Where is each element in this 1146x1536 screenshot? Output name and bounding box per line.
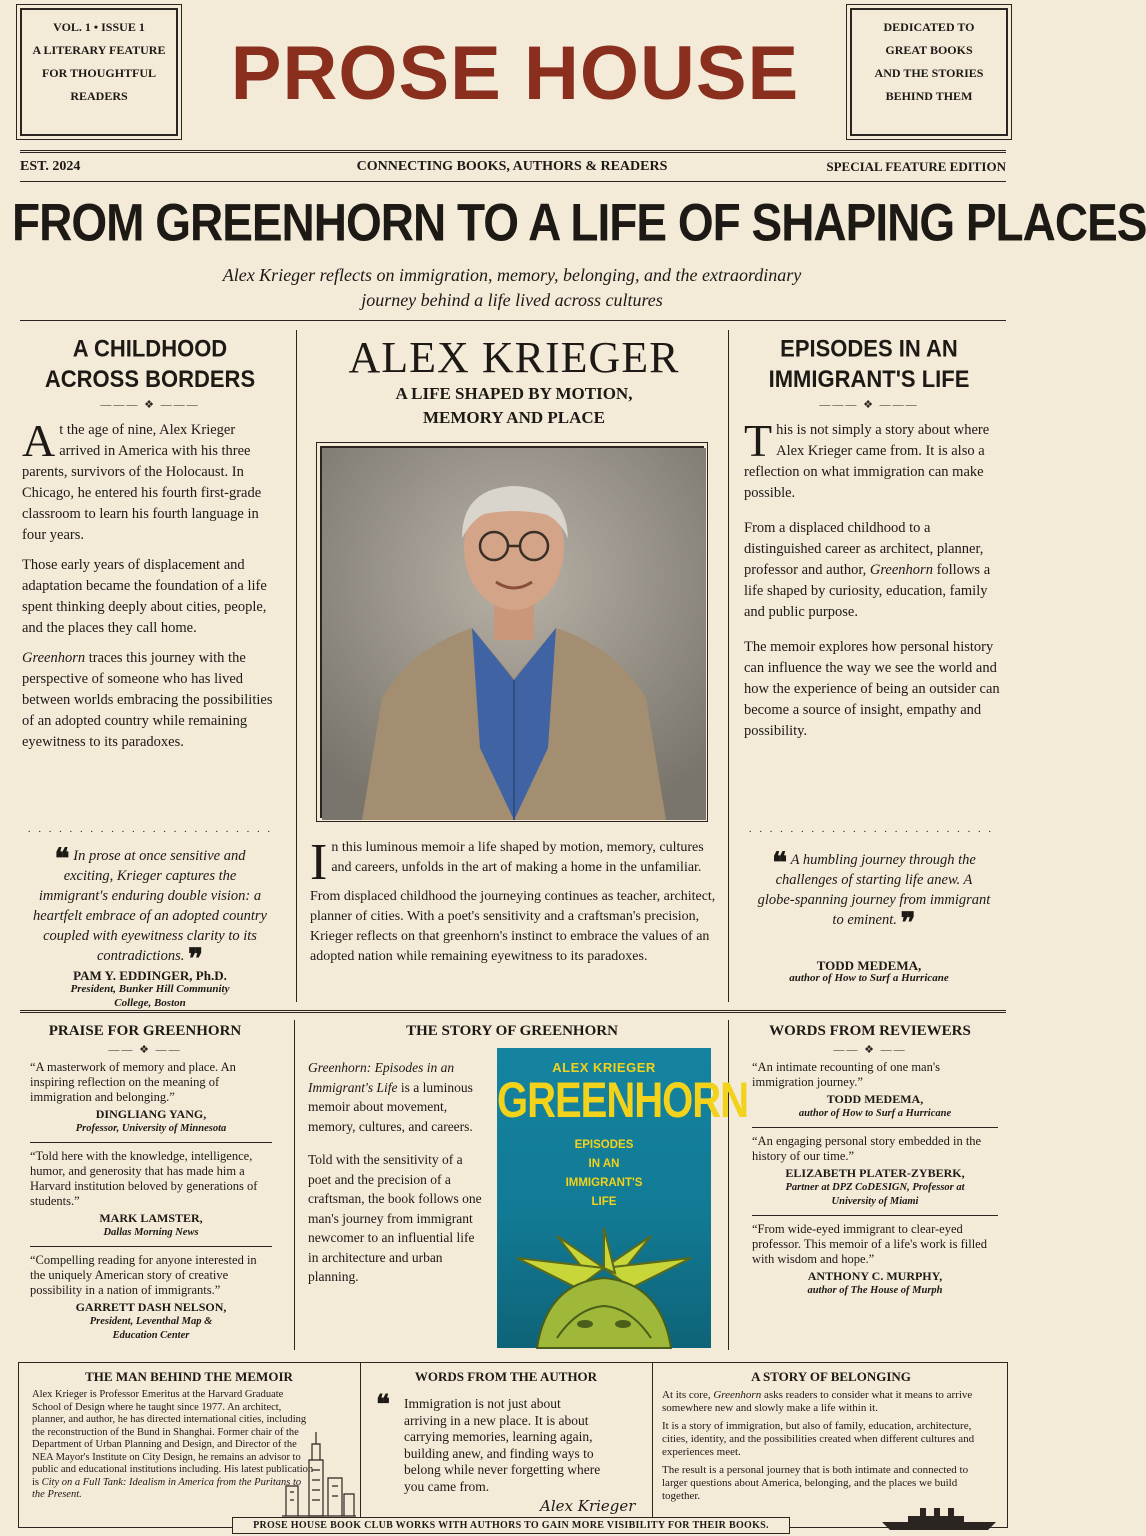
man-body [32,1389,314,1502]
praise-role: Dallas Morning News [103,1227,199,1238]
drop-cap: I [310,834,328,891]
issue-line: READERS [70,89,128,103]
quote-text: A humbling journey through the challenges of starting life anew. A globe-spanning journey from immigrant to eminent. [757,852,991,928]
open-quote-icon: ❝ [376,1390,390,1419]
praise-name: GARRETT DASH NELSON, [75,1300,227,1314]
belonging-title: A STORY OF BELONGING [751,1369,911,1384]
paragraph: It is a story of immigration, but also of family, education, architecture, cities, identity, and the possibilities created when different cultures and experiences meet. [662,1420,975,1458]
issue-line: VOL. 1 • ISSUE 1 [53,20,145,34]
role-line: President, Bunker Hill Community [70,983,230,995]
section-rule [20,1010,1006,1013]
open-quote-icon: ❝ [54,844,70,875]
paragraph-text: traces this journey with the perspective of someone who has lived between worlds embracing the possibilities of an adopted country while remaining eyewitness to its paradoxes. [22,650,273,750]
paragraph: The result is a personal journey that is both intimate and connected to larger questions about America, belonging, and the places we build together. [662,1464,969,1502]
praise-role: President, Leventhal Map & Education Center [89,1316,213,1341]
subtitle-line: IN AN [588,1158,620,1170]
review-name: TODD MEDEMA, [826,1092,924,1106]
column-divider [296,330,297,1002]
review-item [752,1222,998,1298]
edition-label: SPECIAL FEATURE EDITION [826,159,1006,174]
paragraph: The memoir explores how personal history can influence the way we see the world and how the experience of being an outsider can become a source of insight, empathy and possibility. [744,639,1000,739]
left-column-title [20,333,280,395]
left-pull-quote [30,844,270,975]
author-words-title: WORDS FROM THE AUTHOR [414,1369,598,1384]
review-role: Partner at DPZ CoDESIGN, Professor at University of Miami [785,1182,965,1207]
established-label: EST. 2024 [20,159,81,174]
author-quote: Immigration is not just about arriving in a new place. It is about carrying memories, learning again, building anew, and finding ways to belong while never forgetting where you came from. [404,1396,601,1494]
paragraph: From displaced childhood the journeying continues as teacher, architect, planner of cities. With a poet's sensitivity and a craftsman's precision, Krieger reflects on that greenhorn's instinct to embrace the values of an adopted nation while remaining eyewitness to its paradoxes. [310,889,716,964]
right-column-body [744,415,1002,751]
ship-icon [878,1506,1000,1532]
praise-text: “Told here with the knowledge, intelligence, humor, and generosity that has made him a Harvard institution beloved by generations of students.” [30,1149,258,1208]
paragraph-text: From a displaced childhood to a distinguished career as architect, planner, professor and author, [744,520,984,578]
quote-role: author of How to Surf a Hurricane [789,972,949,984]
paragraph: Told with the sensitivity of a poet and the precision of a craftsman, the book follows one man's journey from immigrant newcomer to an influential life in architecture and urban planning. [308,1152,482,1284]
dedication-line: AND THE STORIES [874,66,984,80]
right-pull-quote [756,848,992,939]
book-title-em: Greenhorn [869,562,933,578]
bio-text: His latest publication is [32,1464,314,1488]
review-text: “From wide-eyed immigrant to clear-eyed professor. This memoir of a life's work is filled with wisdom and hope.” [752,1222,987,1266]
statue-of-liberty-icon [497,1228,711,1348]
subtitle-line: EPISODES [574,1139,634,1151]
paragraph-text: is a luminous memoir about movement, memory, cultures, and careers. [308,1079,473,1134]
left-column-body [22,415,274,762]
column-divider [728,1020,729,1350]
author-subtitle [305,382,723,430]
praise-item [30,1149,272,1240]
divider [30,1246,272,1247]
ornament: · · · · · · · · · · · · · · · · · · · · · · · · [27,826,273,838]
praise-text: “Compelling reading for anyone interested in the uniquely American story of creative possibility in a nation of immigrants.” [30,1253,257,1297]
paragraph [308,1058,486,1136]
column-divider [652,1362,653,1518]
paragraph: n this luminous memoir a life shaped by motion, memory, cultures and careers, unfolds in the art of making a home in the unfamiliar. [331,840,704,875]
footer-banner [232,1517,790,1534]
review-item [752,1060,998,1121]
city-skyline-icon [282,1430,356,1520]
praise-item [30,1060,272,1136]
strip-rule [20,181,1006,182]
praise-name: MARK LAMSTER, [99,1211,203,1225]
praise-text: “A masterwork of memory and place. An inspiring reflection on the meaning of immigration and belonging.” [30,1060,236,1104]
column-divider [294,1020,295,1350]
paragraph-text: follows a life shaped by curiosity, education, family and public purpose. [744,562,991,620]
book-title: GREENHORN [497,1073,749,1129]
story-body [308,1058,486,1287]
deck-line: journey behind a life lived across cultures [361,290,663,310]
paragraph: Those early years of displacement and adaptation became the foundation of a life spent thinking deeply about cities, people, and the places they call home. [22,557,267,636]
story-title: THE STORY OF GREENHORN [406,1023,618,1039]
bio-text: Alex Krieger is Professor Emeritus at the Harvard Graduate School of Design where he taught since 1977. An architect, planner, and author, he has directed international cities, including the reconstruction of the Bund in Shanghai. Former chair of the Department of Urban Planning and Design, and Director of the NEA Mayor's Institute on City Design, he remains an advisor to public and educational institutions including. [32,1389,307,1475]
issue-box [20,8,178,136]
subtitle-line: LIFE [591,1196,617,1208]
deck-line: Alex Krieger reflects on immigration, memory, belonging, and the extraordinary [222,265,802,285]
footer-text: PROSE HOUSE BOOK CLUB WORKS WITH AUTHORS TO GAIN MORE VISIBILITY FOR THEIR BOOKS. [253,1520,769,1531]
drop-cap: T [744,415,773,466]
ornament: ——— ❖ ——— [100,399,200,411]
reviewers-list [752,1060,998,1298]
book-title-em: Greenhorn [22,650,86,666]
reviewers-title: WORDS FROM REVIEWERS [769,1023,971,1039]
review-text: “An intimate recounting of one man's immigration journey.” [752,1060,940,1089]
paragraph-text: At its core, [662,1389,714,1401]
masthead-title: PROSE HOUSE [230,31,800,116]
open-quote-icon: ❝ [772,848,788,879]
book-title-em: City on a Full Tank: Idealism in America from the Puritans to the Present. [32,1476,302,1500]
praise-list [30,1060,272,1343]
center-column-body [310,834,720,976]
title-line: EPISODES IN AN [780,334,958,362]
column-divider [360,1362,361,1518]
subtitle-line: A LIFE SHAPED BY MOTION, [395,384,633,403]
right-column-title [740,333,998,395]
top-rule [20,150,1006,153]
author-portrait [320,446,704,818]
review-role: author of How to Surf a Hurricane [798,1108,952,1119]
divider [752,1215,998,1216]
praise-name: DINGLIANG YANG, [95,1107,207,1121]
paragraph [744,518,1002,623]
review-item [752,1134,998,1209]
drop-cap: A [22,415,56,466]
issue-line: A LITERARY FEATURE [32,43,166,57]
paragraph: t the age of nine, Alex Krieger arrived in America with his three parents, survivors of the Holocaust. In Chicago, he entered his fourth first-grade classroom to learn his fourth language in four years. [22,422,262,543]
title-line: A CHILDHOOD [72,334,228,362]
dedication-line: DEDICATED TO [883,20,975,34]
man-title: THE MAN BEHIND THE MEMOIR [85,1369,293,1384]
headline-rule [20,320,1006,321]
paragraph [662,1389,982,1415]
praise-item [30,1253,272,1343]
title-line: IMMIGRANT'S LIFE [768,365,970,393]
close-quote-icon: ❞ [187,944,204,975]
subtitle-line: MEMORY AND PLACE [423,408,605,427]
paragraph [22,648,274,753]
belonging-body [662,1389,982,1503]
praise-role: Professor, University of Minnesota [75,1123,227,1134]
book-title-em: Greenhorn: Episodes in an Immigrant's Life [308,1060,455,1095]
review-role: author of The House of Murph [807,1285,943,1296]
paragraph: his is not simply a story about where Alex Krieger came from. It is also a reflection on what immigration can make possible. [744,422,990,501]
dedication-box [850,8,1008,136]
role-line: College, Boston [114,997,186,1009]
book-author: ALEX KRIEGER [552,1060,656,1075]
ornament: —— ❖ —— [108,1044,182,1056]
review-name: ANTHONY C. MURPHY, [807,1269,943,1283]
ornament: ——— ❖ ——— [819,399,919,411]
praise-title: PRAISE FOR GREENHORN [48,1023,242,1039]
review-name: ELIZABETH PLATER-ZYBERK, [785,1166,965,1180]
author-signature: Alex Krieger [540,1497,636,1515]
dedication-line: GREAT BOOKS [885,43,973,57]
tagline: CONNECTING BOOKS, AUTHORS & READERS [356,159,668,174]
review-text: “An engaging personal story embedded in the history of our time.” [752,1134,982,1163]
book-cover [497,1048,749,1348]
dedication-line: BEHIND THEM [885,89,973,103]
quote-role [20,982,280,1010]
ornament: —— ❖ —— [833,1044,907,1056]
ornament: · · · · · · · · · · · · · · · · · · · · · · · · [748,826,994,838]
column-divider [728,330,729,1002]
portrait-illustration [322,448,706,820]
quote-text: In prose at once sensitive and exciting, Krieger captures the immigrant's enduring double vision: a heartfelt embrace of an adopted country coupled with eyewitness clarity to its contradictions. [33,848,267,964]
quote-attribution: TODD MEDEMA, [816,958,922,973]
quote-attribution: PAM Y. EDDINGER, Ph.D. [73,968,227,983]
book-subtitle [497,1136,711,1212]
title-line: ACROSS BORDERS [44,365,256,393]
book-title-em: Greenhorn [713,1389,762,1401]
headline-deck [60,263,964,313]
close-quote-icon: ❞ [900,908,916,939]
subtitle-line: IMMIGRANT'S [565,1177,643,1189]
divider [30,1142,272,1143]
issue-line: FOR THOUGHTFUL [41,66,157,80]
author-name: ALEX KRIEGER [348,333,680,382]
paragraph-text: asks readers to consider what it means to arrive somewhere new and slowly make a life within it. [662,1389,973,1414]
main-headline: FROM GREENHORN TO A LIFE OF SHAPING PLACES [12,192,1146,252]
divider [752,1127,998,1128]
